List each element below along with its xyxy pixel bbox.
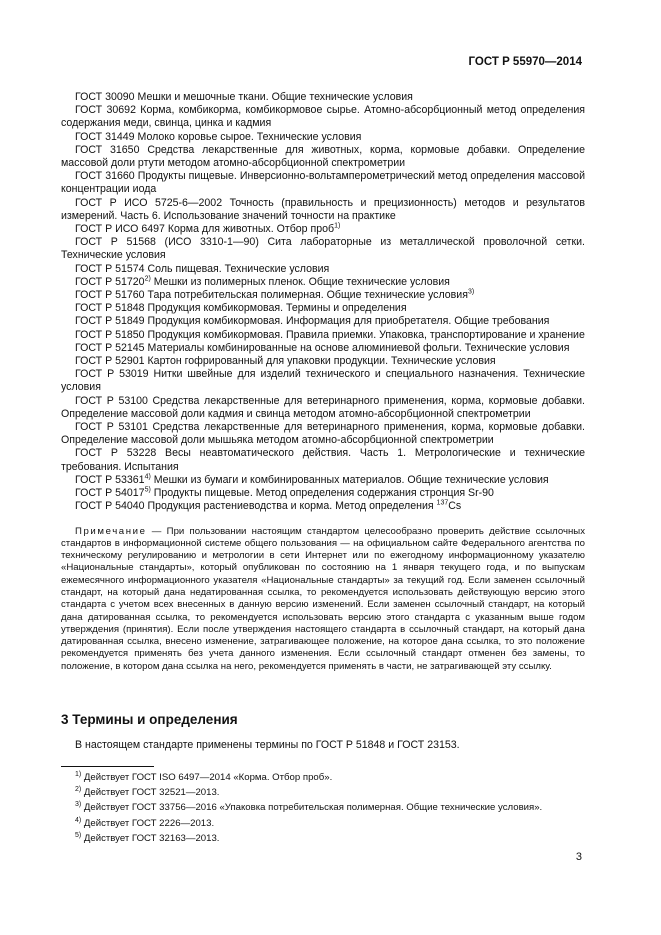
page-number: 3	[575, 851, 582, 863]
footnote: $^{1)}$ Действует ГОСТ ISO 6497—2014 «Корма. Отбор проб».	[75, 770, 333, 783]
reference-item: ГОСТ Р 53361$^{4)}$ Мешки из бумаги и комбинированных материалов. Общие технические условия	[75, 473, 549, 486]
footnote: $^{4)}$ Действует ГОСТ 2226—2013.	[75, 816, 215, 829]
reference-item: ГОСТ Р 53100 Средства лекарственные для ветеринарного применения, корма, кормовые добавки. Определение массовой доли кадмия и свинца методом атомно-абсорбционной спектрометрии	[61, 394, 585, 420]
reference-item: ГОСТ Р 51720$^{2)}$ Мешки из полимерных пленок. Общие технические условия	[75, 275, 450, 288]
footnote-mark: 4)	[144, 473, 151, 481]
footnote: $^{2)}$ Действует ГОСТ 32521—2013.	[75, 786, 220, 799]
note-paragraph	[61, 526, 585, 674]
footnote: $^{5)}$ Действует ГОСТ 32163—2013.	[75, 831, 220, 844]
isotope-mass-number: 137	[436, 499, 449, 507]
reference-item: ГОСТ Р 52145 Материалы комбинированные на основе алюминиевой фольги. Технические условия	[75, 341, 570, 354]
reference-item: ГОСТ 30090 Мешки и мешочные ткани. Общие технические условия	[75, 91, 413, 103]
reference-item: ГОСТ Р 51574 Соль пищевая. Технические условия	[75, 262, 330, 275]
footnotes	[75, 770, 585, 846]
footnote-mark: 1)	[334, 222, 341, 230]
reference-item: ГОСТ Р 51568 (ИСО 3310-1—90) Сита лабораторные из металлической проволочной сетки. Технические условия	[61, 236, 585, 262]
reference-item: ГОСТ Р 51849 Продукция комбикормовая. Информация для приобретателя. Общие требования	[75, 315, 550, 328]
footnote-mark: 3)	[467, 288, 475, 296]
normative-references-list	[61, 91, 585, 683]
reference-item: ГОСТ Р 53019 Нитки швейные для изделий технического и специального назначения. Технические условия	[61, 368, 585, 394]
footnote-mark: 2)	[144, 275, 151, 283]
note-text: — При пользовании настоящим стандартом целесообразно проверить действие ссылочных стандартов в информационной системе общего пользования — на официальном сайте Федерального агентства по техническому регулированию и метрологии в сети Интернет или по ежегодному информационному указателю «Национальные стандарты», который опубликован по состоянию на 1 января текущего года, и по выпускам ежемесячного информационного указателя «Национальные стандарты» за текущий год. Если заменен ссылочный стандарт, на который дана недатированная ссылка, то рекомендуется использовать действующую версию этого стандарта с учетом всех внесенных в данную версию изменений. Если заменен ссылочный стандарт, на который дана датированная ссылка, то рекомендуется использовать версию этого стандарта с указанным выше годом утверждения (принятия). Если после утверждения настоящего стандарта в ссылочный стандарт, на который дана датированная ссылка, внесено изменение, затрагивающее положение, на которое дана ссылка, то это положение рекомендуется применять без учета данного изменения. Если ссылочный стандарт отменен без замены, то положение, в котором дана ссылка на него, рекомендуется применять в части, не затрагивающей эту ссылку.	[61, 525, 585, 672]
section-heading: 3 Термины и определения	[61, 712, 238, 727]
reference-item: ГОСТ 31660 Продукты пищевые. Инверсионно-вольтамперометрический метод определения массовой концентрации иода	[61, 170, 585, 196]
section-terms	[61, 712, 585, 751]
reference-item: ГОСТ Р 51850 Продукция комбикормовая. Правила приемки. Упаковка, транспортирование и хранение	[75, 328, 585, 341]
reference-item: ГОСТ Р ИСО 6497 Корма для животных. Отбор проб$^{1)}$	[75, 222, 341, 236]
reference-item: ГОСТ Р 54040 Продукция растениеводства и корма. Метод определения $^{137}$Cs	[75, 499, 462, 513]
reference-item: ГОСТ 31449 Молоко коровье сырое. Технические условия	[75, 130, 362, 143]
reference-item: ГОСТ Р 51760 Тара потребительская полимерная. Общие технические условия$^{3)}$	[75, 288, 475, 302]
reference-item: ГОСТ Р 53101 Средства лекарственные для ветеринарного применения, корма, кормовые добавки. Определение массовой доли мышьяка методом атомно-абсорбционной спектрометрии	[61, 421, 585, 447]
footnote-mark: 5)	[144, 486, 151, 494]
reference-item: ГОСТ Р 51848 Продукция комбикормовая. Термины и определения	[75, 302, 407, 315]
note-label: Примечание	[75, 525, 147, 537]
reference-item: ГОСТ Р 52901 Картон гофрированный для упаковки продукции. Технические условия	[75, 355, 496, 368]
reference-item: ГОСТ Р ИСО 5725-6—2002 Точность (правильность и прецизионность) методов и результатов измерений. Часть 6. Использование значений точности на практике	[61, 196, 585, 222]
reference-item: ГОСТ 31650 Средства лекарственные для животных, корма, кормовые добавки. Определение массовой доли ртути методом атомно-абсорбционной спектрометрии	[61, 143, 585, 170]
reference-item: ГОСТ Р 54017$^{5)}$ Продукты пищевые. Метод определения содержания стронция Sr-90	[75, 486, 494, 500]
section-body: В настоящем стандарте применены термины по ГОСТ Р 51848 и ГОСТ 23153.	[75, 739, 460, 751]
reference-item: ГОСТ Р 53228 Весы неавтоматического действия. Часть 1. Метрологические и технические требования. Испытания	[61, 447, 585, 473]
reference-item: ГОСТ 30692 Корма, комбикорма, комбикормовое сырье. Атомно-абсорбционный метод определения содержания меди, свинца, цинка и кадмия	[61, 104, 585, 130]
footnote-separator	[61, 766, 154, 767]
footnote: $^{3)}$ Действует ГОСТ 33756—2016 «Упаковка потребительская полимерная. Общие технические условия».	[75, 801, 543, 814]
document-header: ГОСТ Р 55970—2014	[468, 56, 582, 68]
